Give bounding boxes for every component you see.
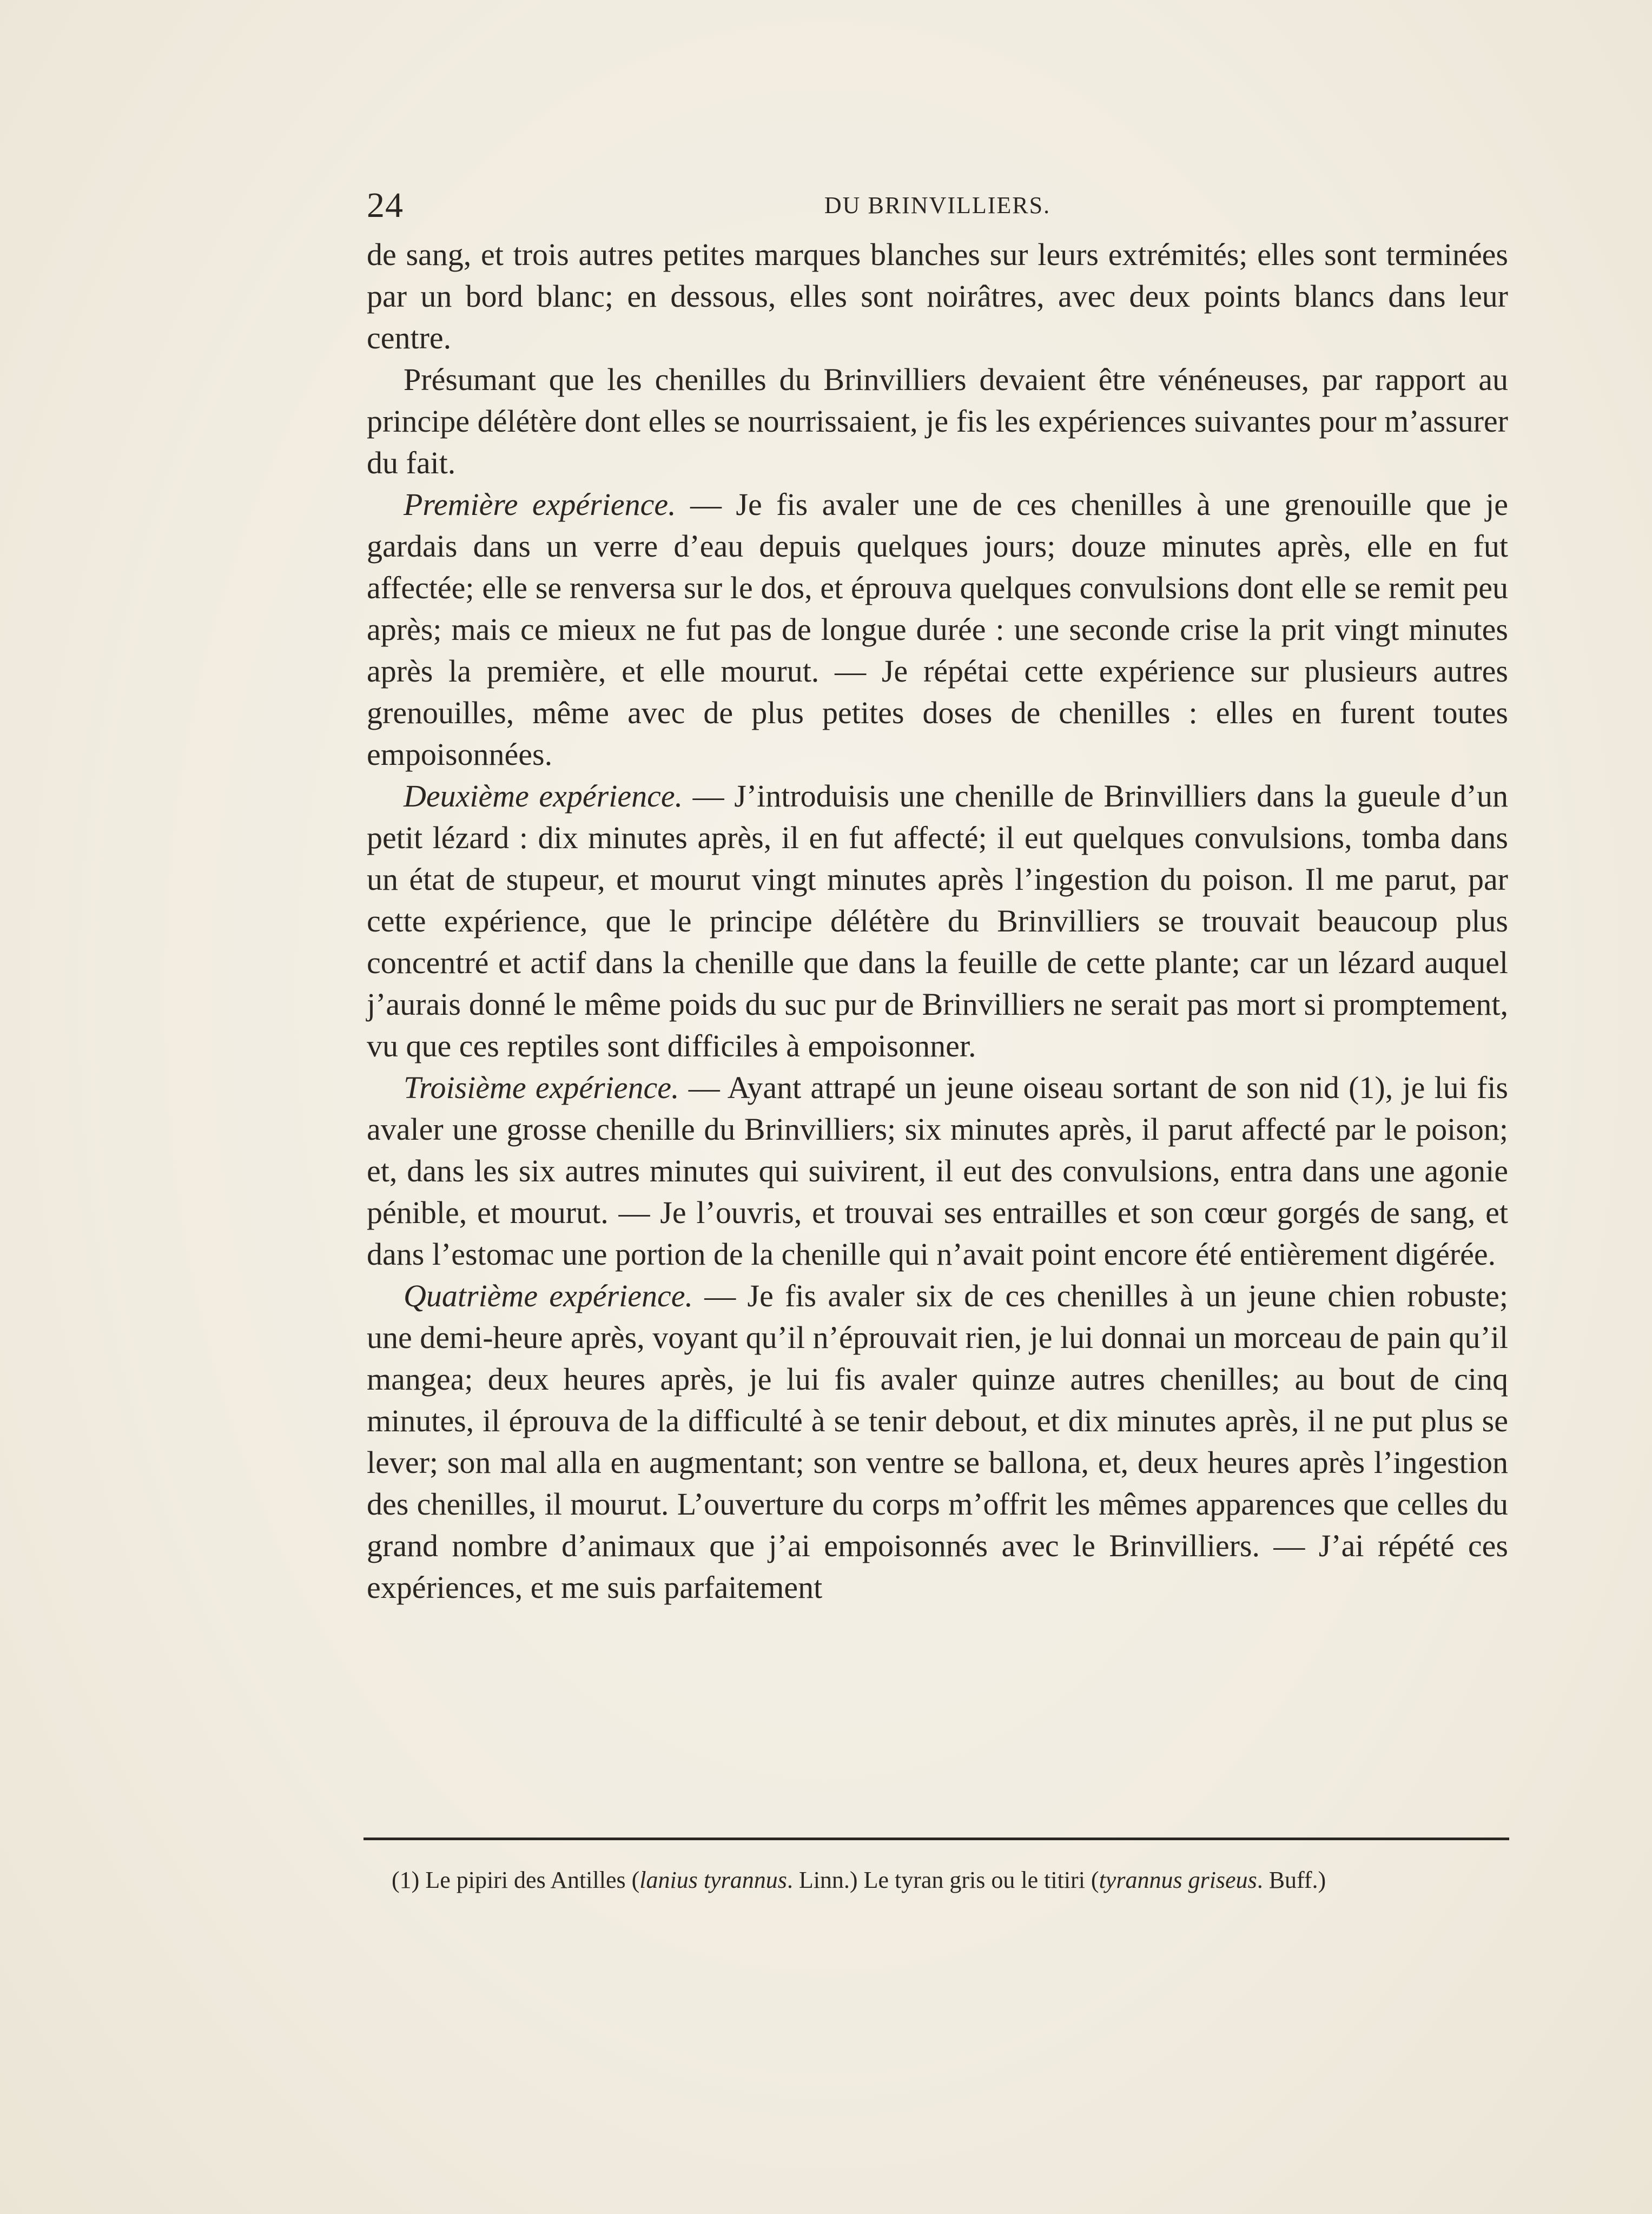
- footnote-rule: [364, 1838, 1509, 1840]
- footnote: (1) Le pipiri des Antilles (lanius tyrannus. Linn.) Le tyran gris ou le titiri (tyrannus griseus. Buff.): [392, 1867, 1326, 1893]
- paragraph-experiment-2: Deuxième expérience. — J’introduisis une chenille de Brinvilliers dans la gueule d’un petit lézard : dix minutes après, il en fut affecté; il eut quelques convulsions, tomba dans un état de stupeur, et mourut vingt minutes après l’ingestion du poison. Il me parut, par cette expérience, que le principe délétère du Brinvilliers se trouvait beaucoup plus concentré et actif dans la chenille que dans la feuille de cette plante; car un lézard auquel j’aurais donné le même poids du suc pur de Brinvilliers ne serait pas mort si promptement, vu que ces reptiles sont difficiles à empoisonner.: [367, 778, 1508, 1063]
- paragraph: de sang, et trois autres petites marques blanches sur leurs extrémités; elles sont terminées par un bord blanc; en dessous, elles sont noirâtres, avec deux points blancs dans leur centre.: [367, 237, 1508, 355]
- paragraph-experiment-3: Troisième expérience. — Ayant attrapé un jeune oiseau sortant de son nid (1), je lui fis avaler une grosse chenille du Brinvilliers; six minutes après, il parut affecté par le poison; et, dans les six autres minutes qui suivirent, il eut des convulsions, entra dans une agonie pénible, et mourut. — Je l’ouvris, et trouvai ses entrailles et son cœur gorgés de sang, et dans l’estomac une portion de la chenille qui n’avait point encore été entièrement digérée.: [367, 1070, 1509, 1272]
- experiment-heading: Troisième expérience.: [404, 1070, 679, 1105]
- species-name: tyrannus griseus: [1099, 1867, 1257, 1893]
- paragraph-experiment-4: Quatrième expérience. — Je fis avaler six de ces chenilles à un jeune chien robuste; une demi-heure après, voyant qu’il n’éprouvait rien, je lui donnai un morceau de pain qu’il mangea; deux heures après, je lui fis avaler quinze autres chenilles; au bout de cinq minutes, il éprouva de la difficulté à se tenir debout, et dix minutes après, il ne put plus se lever; son mal alla en augmentant; son ventre se ballona, et, deux heures après l’ingestion des chenilles, il mourut. L’ouverture du corps m’offrit les mêmes apparences que celles du grand nombre d’animaux que j’ai empoisonnés avec le Brinvilliers. — J’ai répété ces expériences, et me suis parfaitement: [367, 1278, 1509, 1605]
- species-name: lanius tyrannus: [639, 1867, 787, 1893]
- experiment-heading: Première expérience.: [404, 487, 676, 522]
- footnote-marker: (1): [392, 1867, 420, 1893]
- experiment-heading: Deuxième expérience.: [404, 778, 683, 814]
- body-text: [367, 234, 1508, 1608]
- page-header: [367, 179, 1508, 233]
- page-number: 24: [367, 186, 404, 225]
- experiment-heading: Quatrième expérience.: [404, 1278, 693, 1313]
- paragraph-experiment-1: Première expérience. — Je fis avaler une de ces chenilles à une grenouille que je gardais dans un verre d’eau depuis quelques jours; douze minutes après, elle en fut affectée; elle se renversa sur le dos, et éprouva quelques convulsions dont elle se remit peu après; mais ce mieux ne fut pas de longue durée : une seconde crise la prit vingt minutes après la première, et elle mourut. — Je répétai cette expérience sur plusieurs autres grenouilles, même avec de plus petites doses de chenilles : elles en furent toutes empoisonnées.: [367, 487, 1509, 772]
- paragraph: Présumant que les chenilles du Brinvilliers devaient être vénéneuses, par rapport au principe délétère dont elles se nourrissaient, je fis les expériences suivantes pour m’assurer du fait.: [367, 362, 1508, 480]
- running-head: DU BRINVILLIERS.: [824, 192, 1051, 219]
